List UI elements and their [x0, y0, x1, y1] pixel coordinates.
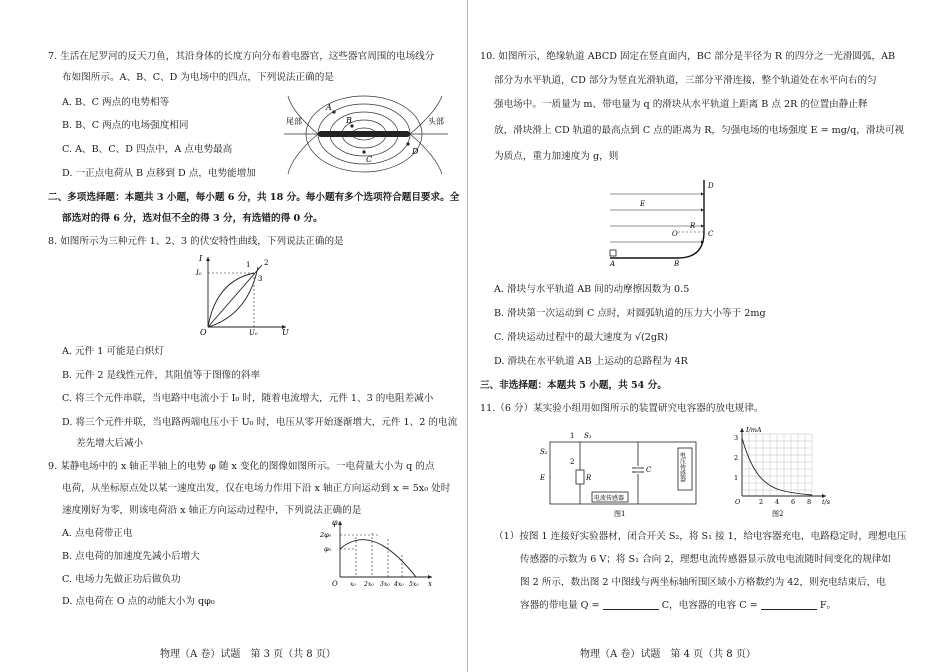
q8-option-c: C. 将三个元件串联，当电路中电流小于 I₀ 时，随着电流增大，元件 1、3 的电阻差减小	[62, 393, 434, 404]
q10-label-o: O	[672, 230, 678, 238]
q8-label-curve2: 2	[264, 259, 269, 267]
q11-current-sensor: 电流传感器	[594, 495, 625, 502]
q11-charge-label: 容器的带电量 Q =	[520, 600, 600, 611]
section2-line1: 二、多项选择题：本题共 3 小题，每小题 6 分，共 18 分。每小题有多个选项符合题目要求。全	[48, 192, 460, 203]
q11-voltage-sensor: 电压传感器	[678, 452, 686, 482]
q10-stem-line1: 10. 如图所示，绝缘轨道 ABCD 固定在竖直面内，BC 部分是半径为 R 的四分之一光滑圆弧，AB	[480, 51, 896, 62]
left-page-footer: 物理（A 卷）试题 第 3 页（共 8 页）	[160, 649, 336, 660]
q11-label-s2: S₂	[540, 448, 548, 456]
q11-part1-line3: 图 2 所示，数出图 2 中图线与两坐标轴所围区域小方格数约为 42，则充电结束后，电	[520, 577, 886, 588]
q10-track-figure	[610, 176, 716, 268]
q9-label-3x0: 3x₀	[380, 581, 390, 588]
q10-label-c: C	[708, 230, 714, 238]
q11-tick-y3: 3	[734, 434, 739, 442]
q10-option-c: C. 滑块运动过程中的最大速度为 √(2gR)	[494, 332, 668, 343]
right-page	[480, 0, 950, 672]
q11-circuit-figure	[540, 428, 710, 518]
q11-tick-x6: 6	[791, 498, 796, 506]
section3-heading: 三、非选择题：本题共 5 小题，共 54 分。	[480, 380, 667, 391]
q11-label-c: C	[646, 466, 652, 474]
q9-label-x: x	[428, 580, 432, 588]
q11-axis-i: I/mA	[746, 426, 762, 434]
q10-stem-line2: 部分为水平轨道，CD 部分为竖直光滑轨道，三部分平滑连接，整个轨道处在水平向右的匀	[494, 75, 877, 86]
q11-stem: 11.（6 分）某实验小组用如图所示的装置研究电容器的放电规律。	[480, 403, 764, 414]
q11-part1-line1: （1）按图 1 连接好实验器材，闭合开关 S₂，将 S₁ 接 1，给电容器充电，电路稳定时，理想电压	[494, 531, 907, 542]
q8-option-a: A. 元件 1 可能是白炽灯	[62, 346, 164, 357]
q10-stem-line4: 放，滑块滑上 CD 轨道的最高点到 C 点的距离为 R，匀强电场的电场强度 E = mg/q，滑块可视	[494, 125, 905, 136]
q9-label-phi0: φ₀	[324, 545, 332, 553]
q7-option-d: D. 一正点电荷从 B 点移到 D 点，电势能增加	[62, 168, 256, 179]
q10-option-b: B. 滑块第一次运动到 C 点时，对圆弧轨道的压力大小等于 2mg	[494, 308, 766, 319]
right-page-footer: 物理（A 卷）试题 第 4 页（共 8 页）	[580, 649, 756, 660]
q10-label-r: R	[690, 222, 696, 230]
q11-origin: O	[735, 498, 741, 506]
q8-label-i: I	[199, 254, 203, 263]
q10-label-a: A	[610, 260, 616, 268]
q11-fig1-caption: 图1	[614, 510, 626, 518]
q11-unit-f: F。	[819, 600, 837, 611]
q9-option-d: D. 点电荷在 O 点的动能大小为 qφ₀	[62, 596, 215, 607]
q7-option-c: C. A、B、C、D 四点中，A 点电势最高	[62, 144, 233, 155]
q11-part1-line2: 传感器的示数为 6 V；将 S₁ 合向 2，理想电流传感器显示放电电流随时间变化的规律如	[520, 554, 891, 565]
q8-label-i0: I₀	[196, 269, 202, 277]
q8-option-b: B. 元件 2 是线性元件，其阻值等于图像的斜率	[62, 370, 261, 381]
q9-option-b: B. 点电荷的加速度先减小后增大	[62, 551, 200, 562]
q10-label-b: B	[674, 260, 680, 268]
q11-fig2-caption: 图2	[772, 510, 784, 518]
q9-stem-line1: 9. 某静电场中的 x 轴正半轴上的电势 φ 随 x 变化的图像如图所示。一电荷量大小为 q 的点	[48, 461, 435, 472]
q11-charge-blank[interactable]	[603, 599, 659, 610]
q9-label-o: O	[332, 580, 338, 588]
q7-label-c: C	[366, 155, 373, 164]
q9-label-2phi0: 2φ₀	[320, 531, 332, 539]
q9-label-4x0: 4x₀	[394, 581, 404, 588]
q11-capacitance-blank[interactable]	[761, 599, 817, 610]
q8-iu-figure	[196, 253, 292, 335]
q11-tick-y2: 2	[734, 454, 739, 462]
q11-tick-x4: 4	[775, 498, 780, 506]
q11-label-s1: S₁	[584, 432, 592, 440]
q11-axis-t: t/s	[822, 498, 831, 506]
q7-label-d: D	[412, 147, 419, 156]
q8-label-curve1: 1	[246, 261, 251, 269]
q9-label-2x0: 2x₀	[364, 581, 374, 588]
q9-phi-x-figure	[320, 517, 436, 591]
q8-option-d-cont: 差先增大后减小	[76, 438, 144, 449]
q9-label-phi: φ	[332, 518, 338, 527]
q7-stem-line1: 7. 生活在尼罗河的反天刀鱼，其沿身体的长度方向分布着电器官，这些器官周围的电场线分	[48, 51, 435, 62]
q7-field-figure	[282, 92, 452, 182]
q9-option-c: C. 电场力先做正功后做负功	[62, 574, 181, 585]
q10-stem-line3: 强电场中。一质量为 m、带电量为 q 的滑块从水平轨道上距离 B 点 2R 的位置由静止释	[494, 99, 868, 110]
q11-part1-line4	[520, 599, 836, 613]
q10-label-e: E	[640, 200, 646, 208]
q8-stem: 8. 如图所示为三种元件 1、2、3 的伏安特性曲线，下列说法正确的是	[48, 236, 344, 247]
q9-option-a: A. 点电荷带正电	[62, 528, 133, 539]
q7-option-a: A. B、C 两点的电势相等	[62, 97, 170, 108]
q11-label-e: E	[540, 474, 546, 482]
section2-line2: 部选对的得 6 分，选对但不全的得 3 分，有选错的得 0 分。	[62, 213, 323, 224]
q10-option-d: D. 滑块在水平轨道 AB 上运动的总路程为 4R	[494, 356, 688, 367]
q8-option-d: D. 将三个元件并联，当电路两端电压小于 U₀ 时，电压从零开始逐渐增大，元件 1、2 的电流	[62, 417, 458, 428]
q9-label-x0: x₀	[350, 581, 356, 588]
q7-label-b: B	[346, 116, 352, 125]
q10-stem-line5: 为质点，重力加速度为 g，则	[494, 151, 619, 162]
q9-stem-line2: 电荷，从坐标原点处以某一速度出发，仅在电场力作用下沿 x 轴正方向运动到 x = 5x₀ 处时	[62, 483, 451, 494]
q8-label-curve3: 3	[258, 275, 263, 283]
q7-option-b: B. B、C 两点的电场强度相同	[62, 120, 189, 131]
q11-tick-x2: 2	[759, 498, 764, 506]
q11-it-figure	[730, 426, 840, 518]
q11-capacitance-label: C，电容器的电容 C =	[661, 600, 758, 611]
q10-option-a: A. 滑块与水平轨道 AB 间的动摩擦因数为 0.5	[494, 284, 690, 295]
q8-label-u0: U₀	[249, 329, 258, 337]
q7-label-tail: 尾部	[286, 117, 302, 126]
q8-label-u: U	[282, 328, 289, 337]
q11-tick-y1: 1	[734, 474, 739, 482]
q11-label-contact-1: 1	[570, 432, 575, 440]
q11-tick-x8: 8	[807, 498, 812, 506]
q11-label-contact-2: 2	[570, 458, 575, 466]
q11-label-r: R	[586, 474, 592, 482]
left-page	[0, 0, 470, 672]
q7-label-head: 头部	[428, 117, 444, 126]
q9-label-5x0: 5x₀	[409, 581, 419, 588]
q10-label-d: D	[708, 182, 714, 190]
q8-label-o: O	[200, 328, 207, 337]
q9-stem-line3: 速度刚好为零，则该电荷沿 x 轴正方向运动过程中，下列说法正确的是	[62, 505, 362, 516]
q7-stem-line2: 布如图所示。A、B、C、D 为电场中的四点，下列说法正确的是	[62, 72, 334, 83]
q7-label-a: A	[326, 103, 332, 112]
